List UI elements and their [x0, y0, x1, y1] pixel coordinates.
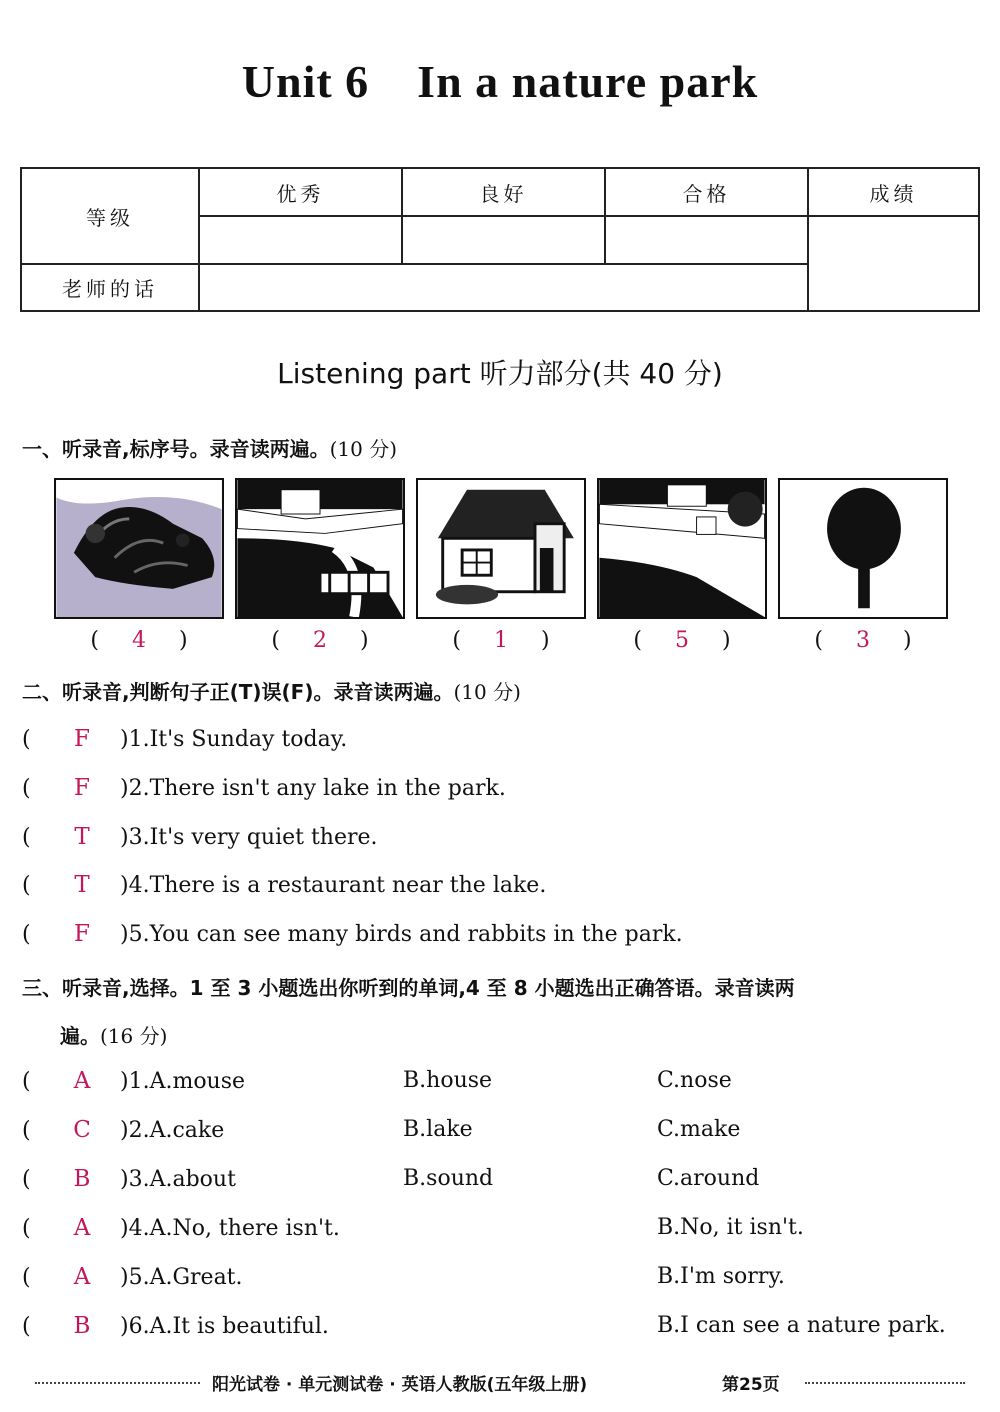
teacher-comment-cell[interactable]	[199, 264, 808, 311]
s2-answer[interactable]: T	[74, 824, 90, 850]
rank-label: 等级	[21, 168, 199, 264]
pass-cell[interactable]	[605, 216, 808, 264]
score-cell[interactable]	[808, 216, 979, 311]
section3-heading-line2: 遍。(16 分)	[60, 1024, 168, 1048]
section2-points: (10 分)	[453, 680, 521, 704]
footer-divider-right	[805, 1382, 965, 1384]
footer	[0, 1370, 1000, 1394]
excellent-cell[interactable]	[199, 216, 402, 264]
picture-tree	[778, 478, 948, 619]
picture-mountain	[54, 478, 224, 619]
section1-heading-text: 一、听录音,标序号。录音读两遍。	[22, 437, 330, 461]
s3-item-4: ( A )4.A.No, there isn't.	[22, 1215, 340, 1241]
unit-label: Unit 6	[241, 56, 370, 107]
picture-village-road	[597, 478, 767, 619]
good-header: 良好	[402, 168, 605, 216]
s2-item-3: ( T )3.It's very quiet there.	[22, 824, 378, 850]
section3-heading-line1: 三、听录音,选择。1 至 3 小题选出你听到的单词,4 至 8 小题选出正确答语。录音读两	[22, 976, 795, 1000]
page-number: 第25页	[722, 1375, 780, 1395]
score-header: 成绩	[808, 168, 979, 216]
s3-item-1: ( A )1.A.mouse	[22, 1068, 246, 1094]
section2-heading-text: 二、听录音,判断句子正(T)误(F)。录音读两遍。	[22, 680, 454, 704]
s1-answer-4[interactable]: ( 5 )	[633, 628, 731, 653]
s2-answer[interactable]: F	[74, 921, 90, 947]
page-title	[0, 55, 1000, 108]
s2-item-2: ( F )2.There isn't any lake in the park.	[22, 775, 506, 801]
s2-answer[interactable]: F	[74, 775, 90, 801]
s1-answer-2[interactable]: ( 2 )	[271, 628, 369, 653]
s1-answer-3[interactable]: ( 1 )	[452, 628, 550, 653]
s2-answer[interactable]: T	[74, 872, 90, 898]
unit-name: In a nature park	[417, 56, 759, 107]
excellent-header: 优秀	[199, 168, 402, 216]
section3-points: (16 分)	[100, 1024, 168, 1048]
teacher-label: 老师的话	[21, 264, 199, 311]
s3-option-b: B.I'm sorry.	[657, 1264, 785, 1289]
s3-option-c: C.around	[657, 1166, 760, 1191]
s3-item-5: ( A )5.A.Great.	[22, 1264, 243, 1290]
grade-table	[20, 167, 980, 312]
good-cell[interactable]	[402, 216, 605, 264]
s3-option-c: C.nose	[657, 1068, 732, 1093]
s2-item-1: ( F )1.It's Sunday today.	[22, 726, 348, 752]
s3-item-2: ( C )2.A.cake	[22, 1117, 225, 1143]
section2-heading	[22, 676, 521, 705]
s3-item-6: ( B )6.A.It is beautiful.	[22, 1313, 329, 1339]
s1-answer-5[interactable]: ( 3 )	[814, 628, 912, 653]
listening-title: Listening part 听力部分(共 40 分)	[277, 357, 723, 390]
s3-option-c: C.make	[657, 1117, 741, 1142]
section1-points: (10 分)	[329, 437, 398, 461]
s2-answer[interactable]: F	[74, 726, 90, 752]
pass-header: 合格	[605, 168, 808, 216]
s1-answer-1[interactable]: ( 4 )	[90, 628, 188, 653]
footer-text: 阳光试卷 · 单元测试卷 · 英语人教版(五年级上册)	[212, 1375, 588, 1395]
section1-heading	[22, 433, 397, 462]
s3-answer[interactable]: A	[73, 1215, 91, 1241]
s2-item-5: ( F )5.You can see many birds and rabbits in the park.	[22, 921, 683, 947]
s3-option-b: B.lake	[403, 1117, 473, 1142]
s2-item-4: ( T )4.There is a restaurant near the lake.	[22, 872, 547, 898]
s3-option-b: B.sound	[403, 1166, 494, 1191]
s3-answer[interactable]: B	[73, 1313, 91, 1339]
s3-answer[interactable]: B	[73, 1166, 91, 1192]
s3-option-b: B.No, it isn't.	[657, 1215, 804, 1240]
s3-item-3: ( B )3.A.about	[22, 1166, 236, 1192]
s3-answer[interactable]: A	[73, 1068, 91, 1094]
picture-river-bridge	[235, 478, 405, 619]
s3-answer[interactable]: C	[73, 1117, 91, 1143]
footer-divider-left	[35, 1382, 200, 1384]
s3-option-b: B.I can see a nature park.	[657, 1313, 946, 1338]
picture-house	[416, 478, 586, 619]
s3-option-b: B.house	[403, 1068, 493, 1093]
s3-answer[interactable]: A	[73, 1264, 91, 1290]
